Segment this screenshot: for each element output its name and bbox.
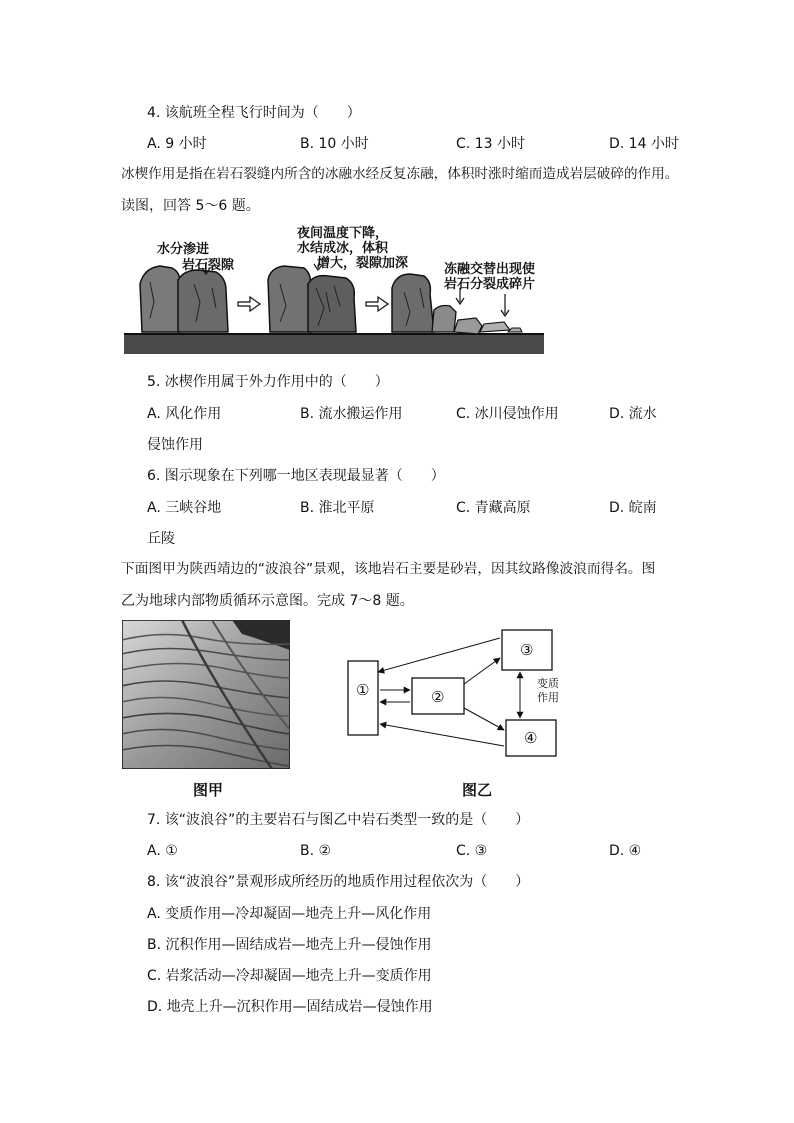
intro-wave-valley-line2: 乙为地球内部物质循环示意图。完成 7～8 题。 bbox=[121, 593, 414, 609]
q7-option-c: C. ③ bbox=[456, 843, 488, 859]
box-1-label: ① bbox=[356, 681, 370, 699]
question-7-stem: 7. 该“波浪谷”的主要岩石与图乙中岩石类型一致的是（ ） bbox=[147, 812, 530, 828]
fig1-label-b-line3: 增大，裂隙加深 bbox=[317, 256, 409, 271]
q8-option-a: A. 变质作用—冷却凝固—地壳上升—风化作用 bbox=[147, 906, 432, 922]
question-6-stem: 6. 图示现象在下列哪一地区表现最显著（ ） bbox=[147, 468, 445, 484]
box-4-label: ④ bbox=[524, 729, 538, 747]
fig1-label-a-line2: 岩石裂隙 bbox=[182, 258, 235, 273]
q6-option-c: C. 青藏高原 bbox=[456, 500, 531, 516]
box-3-label: ③ bbox=[520, 641, 534, 659]
q7-option-d: D. ④ bbox=[609, 843, 642, 859]
intro-ice-wedge-line1: 冰楔作用是指在岩石裂缝内所含的冰融水经反复冻融，体积时涨时缩而造成岩层破碎的作用。 bbox=[121, 166, 679, 182]
q4-option-d: D. 14 小时 bbox=[609, 136, 679, 152]
fig1-label-c-line2: 岩石分裂成碎片 bbox=[444, 277, 536, 292]
q5-option-c: C. 冰川侵蚀作用 bbox=[456, 406, 559, 422]
metamorphism-label-line1: 变质 bbox=[537, 677, 559, 690]
box-2-label: ② bbox=[431, 688, 445, 706]
q8-option-c: C. 岩浆活动—冷却凝固—地壳上升—变质作用 bbox=[147, 968, 432, 984]
fig1-label-b-line1: 夜间温度下降， bbox=[297, 226, 389, 241]
question-5-stem: 5. 冰楔作用属于外力作用中的（ ） bbox=[147, 374, 389, 390]
fig-a-caption: 图甲 bbox=[193, 781, 224, 799]
metamorphism-label-line2: 作用 bbox=[537, 691, 559, 704]
fig-b-caption: 图乙 bbox=[462, 781, 493, 799]
wave-valley-photo bbox=[122, 620, 290, 769]
q5-option-a: A. 风化作用 bbox=[147, 406, 222, 422]
question-8-stem: 8. 该“波浪谷”景观形成所经历的地质作用过程依次为（ ） bbox=[147, 874, 530, 890]
fig1-label-b-line2: 水结成冰，体积 bbox=[297, 241, 389, 256]
q6-option-d: D. 皖南 bbox=[609, 500, 657, 516]
q6-option-b: B. 淮北平原 bbox=[300, 500, 375, 516]
q8-option-b: B. 沉积作用—固结成岩—地壳上升—侵蚀作用 bbox=[147, 937, 432, 953]
q7-option-a: A. ① bbox=[147, 843, 178, 859]
q5-option-d-wrap: 侵蚀作用 bbox=[147, 437, 203, 453]
intro-wave-valley-line1: 下面图甲为陕西靖边的“波浪谷”景观，该地岩石主要是砂岩，因其纹路像波浪而得名。图 bbox=[121, 561, 656, 577]
q5-option-d: D. 流水 bbox=[609, 406, 657, 422]
q4-option-b: B. 10 小时 bbox=[300, 136, 369, 152]
q6-option-d-wrap: 丘陵 bbox=[147, 531, 175, 547]
intro-ice-wedge-line2: 读图，回答 5～6 题。 bbox=[121, 198, 260, 214]
q4-option-a: A. 9 小时 bbox=[147, 136, 207, 152]
fig1-label-c-line1: 冻融交替出现使 bbox=[444, 262, 536, 277]
q8-option-d: D. 地壳上升—沉积作用—固结成岩—侵蚀作用 bbox=[147, 999, 433, 1015]
q7-option-b: B. ② bbox=[300, 843, 332, 859]
question-4-stem: 4. 该航班全程飞行时间为（ ） bbox=[147, 105, 361, 121]
q6-option-a: A. 三峡谷地 bbox=[147, 500, 222, 516]
q4-option-c: C. 13 小时 bbox=[456, 136, 525, 152]
fig1-label-a-line1: 水分渗进 bbox=[157, 242, 210, 257]
q5-option-b: B. 流水搬运作用 bbox=[300, 406, 403, 422]
